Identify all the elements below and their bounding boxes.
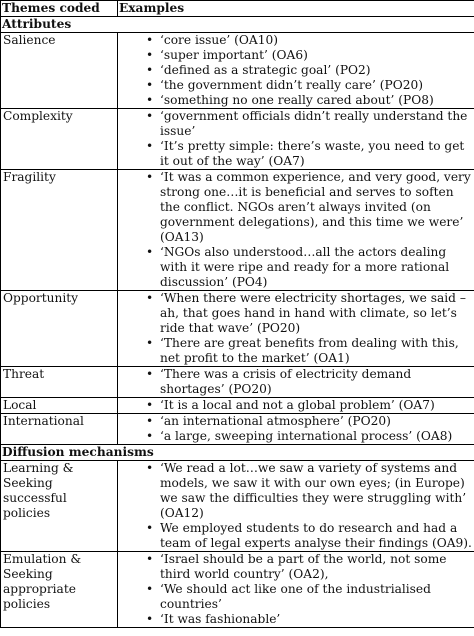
example-quote: • ‘NGOs also understood…all the actors dealing with it were ripe and ready for a more rational discussion’ (PO4) [146, 245, 474, 290]
header-examples: Examples [118, 1, 474, 17]
examples-list [119, 552, 474, 627]
theme-cell: International [1, 414, 118, 445]
table-row [1, 33, 474, 109]
examples-list [119, 414, 474, 444]
table-row [1, 398, 474, 414]
theme-cell: Emulation & Seeking appropriate policies [1, 552, 118, 628]
section-title: Attributes [1, 17, 474, 33]
examples-list [119, 109, 474, 169]
examples-cell [118, 367, 474, 398]
examples-cell [118, 33, 474, 109]
header-row [1, 1, 474, 17]
example-quote: • ‘There was a crisis of electricity demand shortages’ (PO20) [146, 367, 474, 397]
example-quote: • ‘It’s pretty simple: there’s waste, you need to get it out of the way’ (OA7) [146, 139, 474, 169]
example-quote: • ‘government officials didn’t really understand the issue’ [146, 109, 474, 139]
example-quote: • ‘When there were electricity shortages, we said – ah, that goes hand in hand with climate, so let’s ride that wave’ (PO20) [146, 291, 474, 336]
example-quote: • We employed students to do research and had a team of legal experts analyse their findings (OA9). [146, 521, 474, 551]
theme-cell: Opportunity [1, 291, 118, 367]
example-quote: • ‘something no one really cared about’ (PO8) [146, 93, 474, 108]
example-quote: • ‘super important’ (OA6) [146, 48, 474, 63]
examples-cell [118, 170, 474, 291]
table-body [1, 17, 474, 628]
section-row [1, 17, 474, 33]
examples-list [119, 367, 474, 397]
examples-cell [118, 291, 474, 367]
example-quote: • ‘the government didn’t really care’ (PO20) [146, 78, 474, 93]
table-row [1, 109, 474, 170]
table-row [1, 461, 474, 552]
example-quote: • ‘There are great benefits from dealing with this, net profit to the market’ (OA1) [146, 336, 474, 366]
header-themes: Themes coded [1, 1, 118, 17]
example-quote: • ‘We read a lot…we saw a variety of systems and models, we saw it with our own eyes; (in Europe) we saw the difficulties they were struggling with’ (OA12) [146, 461, 474, 521]
theme-cell: Salience [1, 33, 118, 109]
example-quote: • ‘We should act like one of the industrialised countries’ [146, 582, 474, 612]
example-quote: • ‘core issue’ (OA10) [146, 33, 474, 48]
theme-cell: Learning & Seeking successful policies [1, 461, 118, 552]
section-row [1, 445, 474, 461]
examples-list [119, 291, 474, 366]
examples-cell [118, 398, 474, 414]
table-row [1, 367, 474, 398]
theme-cell: Threat [1, 367, 118, 398]
table-row [1, 170, 474, 291]
example-quote: • ‘defined as a strategic goal’ (PO2) [146, 63, 474, 78]
example-quote: • ‘an international atmosphere’ (PO20) [146, 414, 474, 429]
examples-list [119, 170, 474, 290]
example-quote: • ‘It was a common experience, and very good, very strong one…it is beneficial and serves to soften the conflict. NGOs aren’t always invited (on government delegations), and this time we were’ (OA13) [146, 170, 474, 245]
example-quote: • ‘a large, sweeping international process’ (OA8) [146, 429, 474, 444]
table-row [1, 552, 474, 628]
theme-cell: Complexity [1, 109, 118, 170]
example-quote: • ‘Israel should be a part of the world, not some third world country’ (OA2), [146, 552, 474, 582]
section-title: Diffusion mechanisms [1, 445, 474, 461]
examples-cell [118, 109, 474, 170]
table-row [1, 291, 474, 367]
theme-cell: Local [1, 398, 118, 414]
theme-cell: Fragility [1, 170, 118, 291]
example-quote: • ‘It was fashionable’ [146, 612, 474, 627]
examples-list [119, 33, 474, 108]
examples-list [119, 398, 474, 413]
examples-cell [118, 461, 474, 552]
examples-list [119, 461, 474, 551]
examples-cell [118, 552, 474, 628]
examples-cell [118, 414, 474, 445]
table-row [1, 414, 474, 445]
example-quote: • ‘It is a local and not a global problem’ (OA7) [146, 398, 474, 413]
